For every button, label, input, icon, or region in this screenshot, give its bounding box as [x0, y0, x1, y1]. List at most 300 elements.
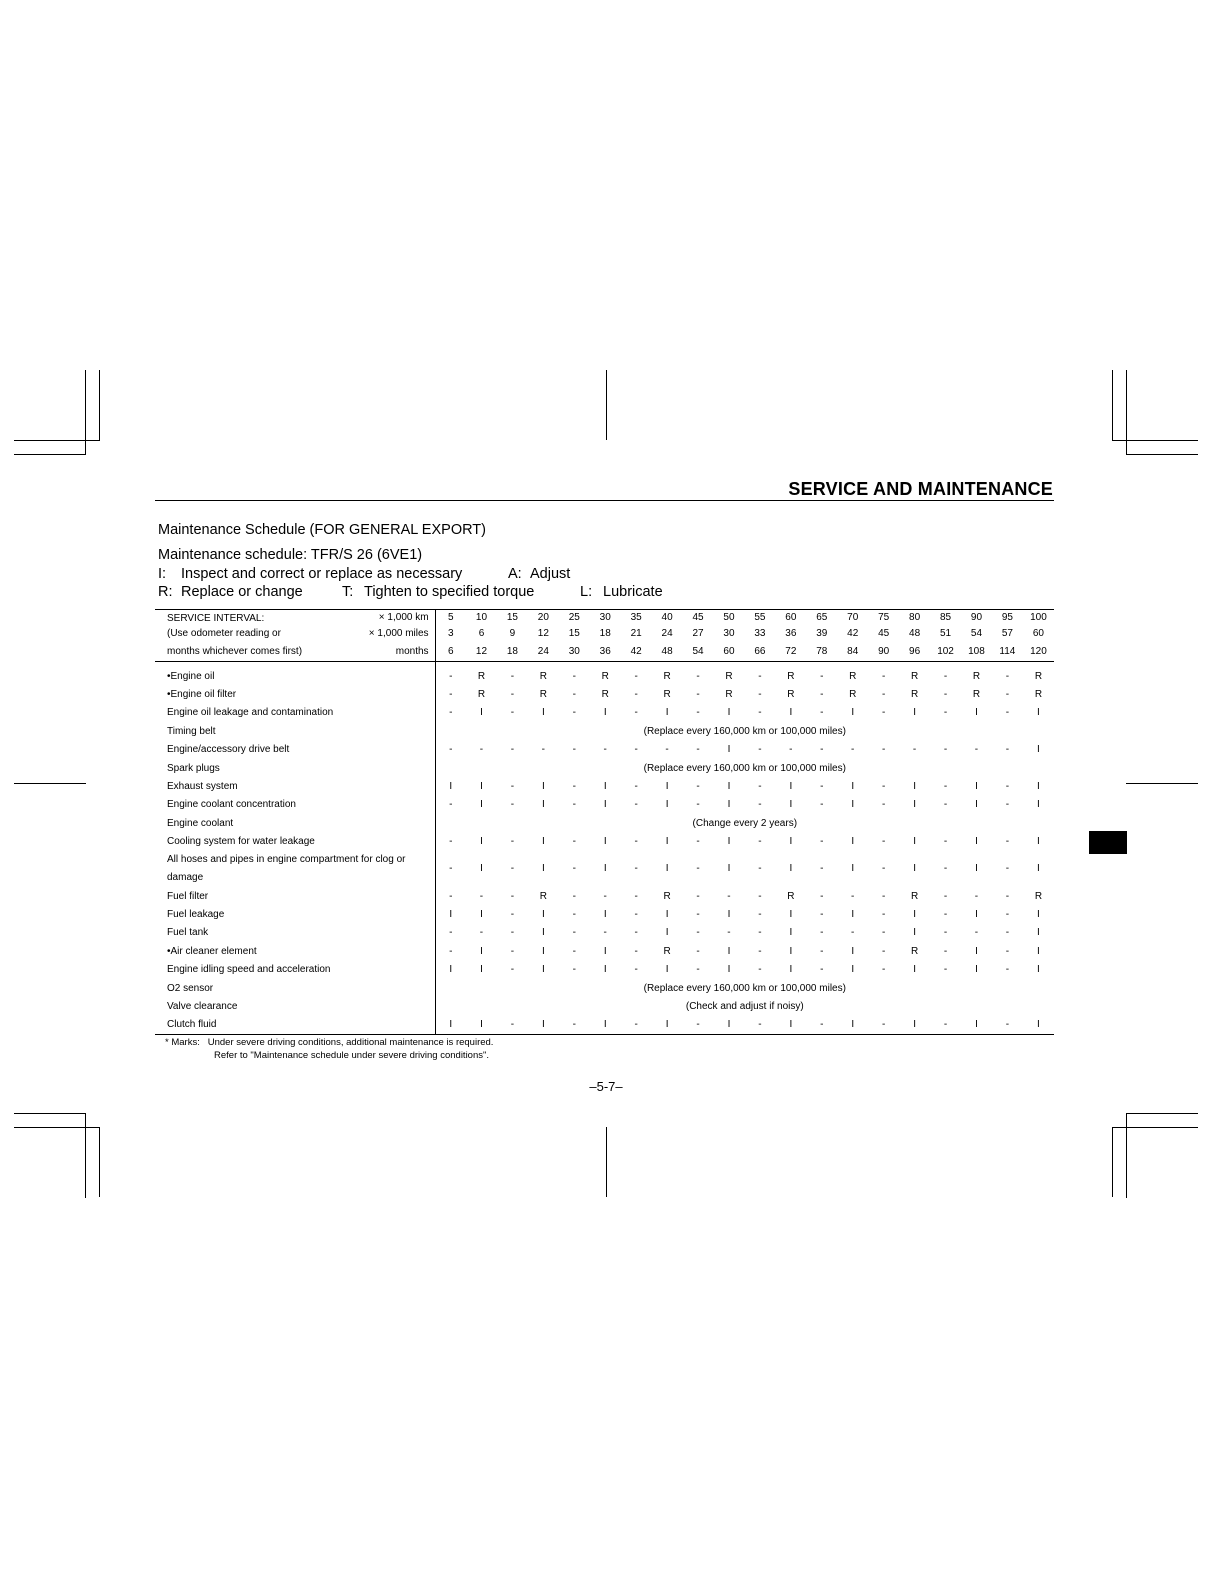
maintenance-action-cell: I	[665, 836, 669, 848]
interval-km-value: 10	[466, 610, 497, 626]
maintenance-action-cell: -	[510, 964, 515, 976]
maintenance-action-cell: I	[851, 781, 855, 793]
maintenance-action-cell: I	[961, 1016, 992, 1034]
maintenance-action-cell: -	[758, 689, 762, 701]
maintenance-action-cell: -	[696, 836, 700, 848]
table-row	[155, 704, 1054, 722]
interval-months-value: 48	[652, 642, 683, 662]
interval-km-value: 25	[559, 610, 590, 626]
interval-miles-value: 3	[448, 628, 454, 639]
interval-miles-value: 48	[909, 628, 921, 639]
maintenance-action-cell: -	[974, 927, 979, 939]
maintenance-action-cell: I	[975, 964, 978, 976]
maintenance-action-cell: I	[652, 1016, 683, 1034]
maintenance-action-cell: I	[913, 781, 916, 793]
interval-months-value: 90	[868, 642, 899, 662]
maintenance-action-cell: -	[603, 890, 607, 902]
maintenance-action-cell: I	[480, 863, 483, 875]
maintenance-action-cell: -	[696, 945, 700, 957]
maintenance-action-cell: -	[449, 670, 453, 682]
maintenance-action-cell: I	[913, 908, 916, 920]
maintenance-action-cell: -	[510, 799, 515, 811]
interval-miles-value: 6	[478, 628, 485, 639]
maintenance-action-cell: -	[541, 744, 546, 756]
table-row	[155, 997, 1054, 1015]
maintenance-item-label: Fuel leakage	[155, 905, 435, 923]
maintenance-action-cell: I	[775, 1016, 806, 1034]
table-row	[155, 667, 1054, 685]
maintenance-action-cell: I	[851, 836, 855, 848]
maintenance-action-cell: I	[541, 945, 545, 957]
maintenance-action-cell: I	[603, 836, 607, 848]
maintenance-action-cell: -	[1005, 689, 1010, 701]
maintenance-action-cell: I	[435, 1016, 466, 1034]
crop-mark	[85, 1113, 86, 1198]
maintenance-action-cell: I	[714, 1016, 745, 1034]
interval-months-value: 6	[435, 642, 466, 662]
maintenance-action-cell: I	[899, 1016, 930, 1034]
interval-km-value: 85	[930, 610, 961, 626]
interval-months-value: 18	[497, 642, 528, 662]
maintenance-action-cell: -	[820, 908, 824, 920]
maintenance-action-cell: -	[881, 890, 886, 902]
maintenance-action-cell: -	[943, 890, 948, 902]
legend-text-a: Adjust	[530, 566, 571, 582]
interval-km-value: 100	[1023, 610, 1054, 626]
crop-mark	[14, 1113, 86, 1114]
maintenance-action-cell: -	[820, 927, 824, 939]
maintenance-action-cell: I	[789, 863, 793, 875]
maintenance-item-label-line: damage	[167, 871, 204, 883]
maintenance-action-cell: -	[634, 689, 638, 701]
interval-km-value: 40	[652, 610, 683, 626]
maintenance-action-cell: -	[449, 707, 453, 719]
interval-km-value: 5	[435, 610, 466, 626]
interval-months-value: 84	[837, 642, 868, 662]
maintenance-action-cell: -	[943, 707, 948, 719]
maintenance-action-cell: -	[572, 689, 576, 701]
maintenance-action-cell: -	[696, 707, 700, 719]
maintenance-action-cell: -	[881, 908, 886, 920]
maintenance-item-label: Clutch fluid	[155, 1016, 435, 1034]
maintenance-action-cell: -	[758, 799, 762, 811]
maintenance-action-cell: -	[820, 744, 824, 756]
maintenance-action-cell: R	[1034, 890, 1043, 902]
maintenance-action-cell: I	[603, 863, 607, 875]
crop-mark	[1126, 783, 1198, 784]
maintenance-action-cell: R	[1034, 689, 1043, 701]
maintenance-action-cell: I	[541, 927, 545, 939]
maintenance-action-cell: I	[727, 836, 731, 848]
maintenance-item-label: Spark plugs	[155, 759, 435, 777]
maintenance-action-cell: -	[665, 744, 669, 756]
maintenance-action-cell: I	[480, 964, 483, 976]
maintenance-action-cell: -	[881, 707, 886, 719]
maintenance-action-cell: -	[634, 945, 638, 957]
maintenance-action-cell: -	[510, 836, 515, 848]
maintenance-action-cell: I	[727, 781, 731, 793]
maintenance-action-cell: I	[789, 945, 793, 957]
interval-unit-label: months	[353, 642, 435, 662]
maintenance-action-cell: I	[466, 1016, 497, 1034]
maintenance-action-cell: -	[881, 964, 886, 976]
service-interval-label: SERVICE INTERVAL:	[155, 610, 353, 626]
maintenance-action-cell: I	[727, 945, 731, 957]
interval-km-value: 55	[744, 610, 775, 626]
maintenance-action-cell: -	[881, 781, 886, 793]
maintenance-action-cell: -	[851, 744, 855, 756]
maintenance-action-cell: -	[881, 945, 886, 957]
maintenance-action-cell: -	[572, 863, 576, 875]
table-row	[155, 796, 1054, 814]
interval-km-value: 90	[961, 610, 992, 626]
maintenance-action-cell: I	[480, 908, 483, 920]
maintenance-action-cell: I	[1037, 927, 1040, 939]
interval-miles-value: 9	[509, 628, 516, 639]
maintenance-action-cell: I	[851, 908, 855, 920]
maintenance-action-cell: R	[787, 689, 795, 701]
interval-km-value: 95	[992, 610, 1023, 626]
maintenance-action-cell: I	[603, 964, 607, 976]
interval-miles-value: 36	[785, 628, 797, 639]
maintenance-action-cell: R	[787, 890, 795, 902]
maintenance-action-cell: R	[972, 670, 981, 682]
maintenance-action-cell: I	[1037, 744, 1040, 756]
maintenance-action-cell: -	[634, 707, 638, 719]
maintenance-action-cell: -	[603, 927, 607, 939]
crop-mark	[14, 454, 86, 455]
maintenance-action-cell: -	[943, 836, 948, 848]
maintenance-note: (Change every 2 years)	[692, 817, 798, 829]
maintenance-action-cell: I	[480, 707, 483, 719]
maintenance-action-cell: I	[913, 836, 916, 848]
maintenance-action-cell: -	[758, 670, 762, 682]
maintenance-action-cell: -	[974, 744, 979, 756]
maintenance-action-cell: I	[1037, 836, 1040, 848]
interval-miles-value: 45	[878, 628, 890, 639]
maintenance-action-cell: -	[758, 836, 762, 848]
interval-miles-value: 54	[970, 628, 983, 639]
crop-mark	[1126, 1113, 1198, 1114]
maintenance-action-cell: -	[806, 1016, 837, 1034]
maintenance-action-cell: I	[541, 908, 545, 920]
maintenance-action-cell: -	[696, 890, 700, 902]
table-row	[155, 833, 1054, 851]
table-row	[155, 942, 1054, 960]
maintenance-action-cell: I	[727, 707, 731, 719]
legend-text-i: Inspect and correct or replace as necessary	[181, 566, 463, 582]
maintenance-action-cell: I	[541, 707, 545, 719]
interval-months-value: 72	[775, 642, 806, 662]
maintenance-schedule-table	[155, 609, 1054, 1035]
table-row	[155, 979, 1054, 997]
maintenance-action-cell: I	[480, 781, 483, 793]
maintenance-action-cell: -	[696, 799, 700, 811]
maintenance-action-cell: I	[480, 945, 483, 957]
maintenance-action-cell: I	[789, 836, 793, 848]
maintenance-action-cell: I	[603, 908, 607, 920]
interval-km-value: 65	[806, 610, 837, 626]
crop-mark	[99, 1127, 100, 1197]
table-row	[155, 759, 1054, 777]
maintenance-action-cell: -	[696, 927, 700, 939]
maintenance-action-cell: I	[789, 927, 793, 939]
maintenance-action-cell: I	[789, 781, 793, 793]
maintenance-action-cell: -	[727, 890, 731, 902]
section-title: SERVICE AND MAINTENANCE	[788, 479, 1053, 499]
maintenance-action-cell: R	[663, 890, 671, 902]
maintenance-action-cell: I	[837, 1016, 868, 1034]
maintenance-action-cell: -	[881, 836, 886, 848]
interval-km-value: 35	[621, 610, 652, 626]
maintenance-action-cell: I	[975, 863, 978, 875]
interval-miles-value: 60	[1032, 628, 1044, 639]
maintenance-action-cell: -	[696, 781, 700, 793]
interval-miles-value: 21	[630, 628, 642, 639]
maintenance-action-cell: -	[449, 689, 453, 701]
maintenance-action-cell: R	[477, 689, 486, 701]
interval-months-value: 120	[1023, 642, 1054, 662]
maintenance-item-label: Timing belt	[155, 722, 435, 740]
maintenance-action-cell: -	[758, 964, 762, 976]
maintenance-action-cell: -	[758, 908, 762, 920]
maintenance-item-label: Exhaust system	[155, 777, 435, 795]
maintenance-action-cell: -	[1005, 744, 1010, 756]
crop-mark	[1112, 1127, 1198, 1128]
maintenance-action-cell: -	[974, 890, 979, 902]
interval-months-value: 30	[559, 642, 590, 662]
maintenance-action-cell: I	[975, 908, 978, 920]
interval-miles-value: 51	[939, 628, 952, 639]
legend-text-t: Tighten to specified torque	[364, 584, 535, 600]
maintenance-action-cell: I	[449, 964, 453, 976]
maintenance-action-cell: -	[881, 744, 886, 756]
maintenance-note: (Check and adjust if noisy)	[685, 1000, 804, 1012]
maintenance-action-cell: -	[1005, 964, 1010, 976]
table-row	[155, 1016, 1054, 1034]
maintenance-action-cell: -	[696, 863, 700, 875]
interval-miles-value: 57	[1001, 628, 1013, 639]
maintenance-action-cell: -	[696, 689, 700, 701]
maintenance-action-cell: I	[449, 781, 453, 793]
maintenance-action-cell: -	[572, 707, 576, 719]
crop-mark	[1112, 1127, 1113, 1197]
maintenance-action-cell: R	[1034, 670, 1043, 682]
maintenance-action-cell: I	[789, 964, 793, 976]
interval-km-value: 80	[899, 610, 930, 626]
maintenance-action-cell: -	[820, 799, 824, 811]
maintenance-action-cell: -	[943, 908, 948, 920]
maintenance-action-cell: -	[943, 689, 948, 701]
maintenance-note: (Replace every 160,000 km or 100,000 miles)	[643, 725, 846, 737]
maintenance-note: (Replace every 160,000 km or 100,000 miles)	[643, 762, 846, 774]
maintenance-action-cell: -	[1005, 863, 1010, 875]
maintenance-action-cell: -	[510, 707, 515, 719]
legend-code-a: A:	[508, 566, 522, 582]
maintenance-action-cell: I	[913, 863, 916, 875]
crop-mark	[99, 370, 100, 440]
maintenance-action-cell: -	[881, 799, 886, 811]
interval-miles-value: 33	[754, 628, 766, 639]
legend-code-l: L:	[580, 584, 593, 600]
legend-code-r: R:	[158, 584, 173, 600]
interval-months-value: 54	[683, 642, 714, 662]
maintenance-action-cell: I	[727, 863, 731, 875]
interval-months-value: 108	[961, 642, 992, 662]
maintenance-action-cell: I	[789, 799, 793, 811]
maintenance-action-cell: R	[849, 689, 857, 701]
maintenance-action-cell: -	[943, 799, 948, 811]
crop-mark	[1126, 454, 1198, 455]
maintenance-action-cell: I	[851, 799, 855, 811]
header-row-km	[155, 610, 1054, 626]
maintenance-action-cell: I	[449, 908, 453, 920]
interval-months-value: 12	[466, 642, 497, 662]
crop-mark	[1112, 440, 1198, 441]
header-row-miles	[155, 626, 1054, 642]
maintenance-action-cell: -	[881, 689, 886, 701]
maintenance-action-cell: R	[539, 670, 547, 682]
maintenance-action-cell: -	[943, 927, 948, 939]
footnote	[165, 1036, 493, 1062]
maintenance-action-cell: I	[913, 799, 916, 811]
maintenance-action-cell: I	[541, 863, 545, 875]
maintenance-item-label: Engine coolant	[155, 814, 435, 832]
maintenance-action-cell: -	[943, 781, 948, 793]
maintenance-action-cell: I	[480, 799, 483, 811]
interval-km-value: 20	[528, 610, 559, 626]
maintenance-action-cell: -	[727, 927, 731, 939]
interval-months-value: 96	[899, 642, 930, 662]
maintenance-action-cell: R	[725, 670, 733, 682]
maintenance-action-cell: -	[881, 670, 886, 682]
interval-km-value: 60	[775, 610, 806, 626]
maintenance-action-cell: -	[881, 927, 886, 939]
maintenance-action-cell: -	[943, 863, 948, 875]
maintenance-item-label: Fuel tank	[155, 924, 435, 942]
interval-km-value: 45	[683, 610, 714, 626]
maintenance-action-cell: I	[665, 908, 669, 920]
maintenance-action-cell: I	[665, 863, 669, 875]
maintenance-action-cell: -	[1005, 799, 1010, 811]
interval-months-value: 78	[806, 642, 837, 662]
maintenance-action-cell: I	[789, 908, 793, 920]
maintenance-action-cell: -	[758, 927, 762, 939]
maintenance-action-cell: I	[1037, 707, 1040, 719]
maintenance-action-cell: -	[943, 670, 948, 682]
maintenance-action-cell: -	[912, 744, 917, 756]
maintenance-action-cell: I	[528, 1016, 559, 1034]
maintenance-action-cell: -	[510, 863, 515, 875]
maintenance-action-cell: I	[665, 927, 669, 939]
maintenance-action-cell: I	[541, 964, 545, 976]
maintenance-item-label: Engine oil leakage and contamination	[155, 704, 435, 722]
maintenance-action-cell: -	[479, 890, 484, 902]
maintenance-action-cell: -	[634, 744, 638, 756]
maintenance-action-cell: -	[603, 744, 607, 756]
maintenance-action-cell: -	[510, 670, 515, 682]
interval-miles-value: 39	[816, 628, 828, 639]
maintenance-action-cell: -	[943, 945, 948, 957]
maintenance-item-label: Cooling system for water leakage	[155, 833, 435, 851]
table-row	[155, 905, 1054, 923]
maintenance-action-cell: -	[820, 670, 824, 682]
table-row	[155, 960, 1054, 978]
interval-unit-label: × 1,000 miles	[353, 626, 435, 642]
maintenance-action-cell: I	[851, 964, 855, 976]
legend-text-r: Replace or change	[181, 584, 303, 600]
maintenance-action-cell: -	[449, 799, 453, 811]
maintenance-action-cell: R	[725, 689, 733, 701]
maintenance-item-label: •Air cleaner element	[155, 942, 435, 960]
maintenance-action-cell: I	[665, 799, 669, 811]
interval-months-value: 114	[992, 642, 1023, 662]
table-row	[155, 924, 1054, 942]
maintenance-action-cell: -	[634, 836, 638, 848]
maintenance-action-cell: R	[477, 670, 486, 682]
maintenance-action-cell: I	[727, 744, 731, 756]
maintenance-action-cell: -	[789, 744, 793, 756]
table-row	[155, 887, 1054, 905]
table-row	[155, 851, 1054, 887]
maintenance-action-cell: R	[601, 670, 609, 682]
table-row	[155, 777, 1054, 795]
maintenance-action-cell: I	[590, 1016, 621, 1034]
maintenance-action-cell: I	[480, 836, 483, 848]
interval-months-value: 102	[930, 642, 961, 662]
maintenance-action-cell: -	[572, 945, 576, 957]
maintenance-action-cell: I	[1037, 964, 1040, 976]
maintenance-action-cell: -	[510, 744, 515, 756]
maintenance-action-cell: I	[1037, 863, 1040, 875]
maintenance-action-cell: R	[910, 890, 919, 902]
maintenance-action-cell: -	[572, 836, 576, 848]
maintenance-action-cell: -	[943, 744, 948, 756]
maintenance-action-cell: -	[634, 781, 638, 793]
maintenance-action-cell: I	[975, 799, 978, 811]
maintenance-action-cell: I	[913, 707, 916, 719]
interval-unit-label: × 1,000 km	[353, 610, 435, 626]
interval-months-value: 60	[714, 642, 745, 662]
maintenance-action-cell: -	[696, 670, 700, 682]
maintenance-action-cell: -	[1005, 927, 1010, 939]
maintenance-item-label: O2 sensor	[155, 979, 435, 997]
interval-months-value: 66	[744, 642, 775, 662]
maintenance-action-cell: I	[851, 707, 855, 719]
maintenance-action-cell: -	[820, 836, 824, 848]
maintenance-action-cell: -	[1005, 670, 1010, 682]
maintenance-action-cell: -	[449, 836, 453, 848]
maintenance-action-cell: R	[539, 689, 547, 701]
maintenance-action-cell: I	[1023, 1016, 1054, 1034]
maintenance-action-cell: -	[634, 670, 638, 682]
header-row-months	[155, 642, 1054, 662]
maintenance-item-label: •Engine oil filter	[155, 685, 435, 703]
interval-months-value: 36	[590, 642, 621, 662]
maintenance-action-cell: I	[603, 781, 607, 793]
table-row	[155, 741, 1054, 759]
maintenance-action-cell: I	[789, 707, 793, 719]
crop-mark	[14, 440, 100, 441]
interval-km-value: 15	[497, 610, 528, 626]
maintenance-action-cell: -	[572, 744, 576, 756]
maintenance-item-label: Fuel filter	[155, 887, 435, 905]
maintenance-action-cell: -	[820, 945, 824, 957]
maintenance-action-cell: I	[1037, 781, 1040, 793]
interval-miles-value: 12	[537, 628, 549, 639]
maintenance-action-cell: -	[572, 781, 576, 793]
footnote-line-2: Refer to "Maintenance schedule under severe driving conditions".	[214, 1050, 490, 1061]
